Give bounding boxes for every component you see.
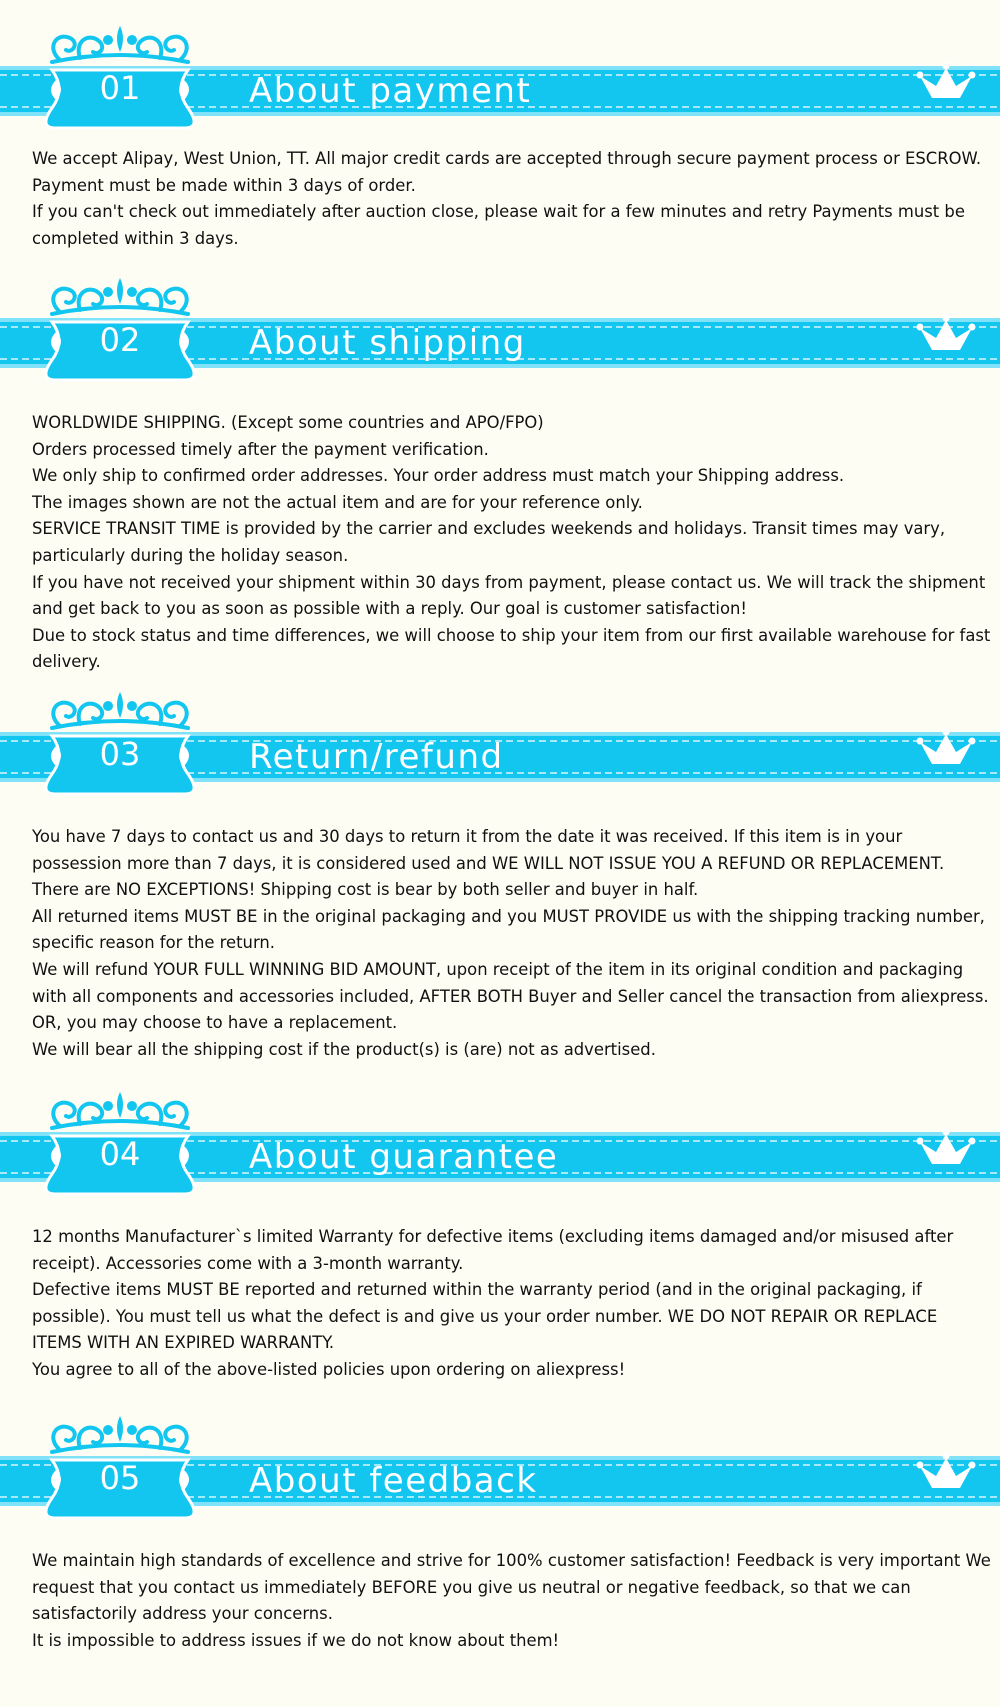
section-body	[32, 146, 992, 252]
paragraph: 12 months Manufacturer`s limited Warranty for defective items (excluding items damaged and/or misused after receipt). Accessories come with a 3-month warranty.	[32, 1227, 954, 1273]
paragraph: We maintain high standards of excellence and strive for 100% customer satisfaction! Feedback is very important We request that you contact us immediately BEFORE you give us neutral or negative feedback, so that we can satisfactorily address your concerns.	[32, 1551, 991, 1624]
section-number: 01	[99, 69, 141, 107]
section-title: About payment	[249, 71, 532, 111]
ornament-swirl-icon	[52, 26, 188, 62]
paragraph: Orders processed timely after the payment verification.	[32, 439, 489, 459]
ornament-swirl-icon	[52, 692, 188, 728]
paragraph: We only ship to confirmed order addresses. Your order address must match your Shipping address.	[32, 466, 845, 486]
paragraph: Defective items MUST BE reported and returned within the warranty period (and in the original packaging, if possible). You must tell us what the defect is and give us your order number. WE DO NOT REPAIR OR REPLACE ITEMS WITH AN EXPIRED WARRANTY.	[32, 1280, 938, 1353]
section-number: 04	[99, 1135, 141, 1173]
paragraph: We will refund YOUR FULL WINNING BID AMOUNT, upon receipt of the item in its original condition and packaging with all components and accessories included, AFTER BOTH Buyer and Seller cancel the transaction from aliexpress. OR, you may choose to have a replacement.	[32, 959, 989, 1033]
paragraph: Due to stock status and time differences, we will choose to ship your item from our first available warehouse for fast delivery.	[32, 625, 991, 672]
paragraph: We accept Alipay, West Union, TT. All major credit cards are accepted through secure payment process or ESCROW.	[32, 149, 982, 168]
section-body	[32, 1548, 992, 1654]
paragraph: If you have not received your shipment within 30 days from payment, please contact us. We will track the shipment and get back to you as soon as possible with a reply. Our goal is customer satisfaction!	[32, 572, 986, 619]
paragraph: It is impossible to address issues if we do not know about them!	[32, 1630, 560, 1650]
section-number: 02	[99, 321, 141, 359]
ornament-swirl-icon	[52, 278, 188, 314]
section-title: Return/refund	[249, 737, 504, 777]
paragraph: You have 7 days to contact us and 30 days to return it from the date it was received. If this item is in your possession more than 7 days, it is considered used and WE WILL NOT ISSUE YOU A REFUND OR REPLACEMENT. There are NO EXCEPTIONS! Shipping cost is bear by both seller and buyer in half.	[32, 827, 945, 900]
paragraph: You agree to all of the above-listed policies upon ordering on aliexpress!	[32, 1359, 626, 1379]
section-title: About guarantee	[249, 1137, 559, 1177]
paragraph: Payment must be made within 3 days of order.	[32, 175, 416, 195]
section-body	[32, 1224, 992, 1384]
paragraph: WORLDWIDE SHIPPING. (Except some countries and APO/FPO)	[32, 413, 544, 432]
section-number: 03	[99, 735, 141, 773]
section-body	[32, 410, 992, 676]
paragraph: SERVICE TRANSIT TIME is provided by the carrier and excludes weekends and holidays. Transit times may vary, particularly during the holiday season.	[32, 519, 946, 565]
section-body	[32, 824, 992, 1063]
section-number: 05	[99, 1459, 141, 1497]
section-title: About shipping	[249, 323, 526, 363]
paragraph: If you can't check out immediately after auction close, please wait for a few minutes and retry Payments must be completed within 3 days.	[32, 202, 965, 248]
paragraph: We will bear all the shipping cost if the product(s) is (are) not as advertised.	[32, 1039, 656, 1059]
section-title: About feedback	[249, 1461, 538, 1501]
paragraph: The images shown are not the actual item and are for your reference only.	[32, 492, 643, 512]
ornament-swirl-icon	[52, 1416, 188, 1452]
ornament-swirl-icon	[52, 1092, 188, 1128]
paragraph: All returned items MUST BE in the original packaging and you MUST PROVIDE us with the shipping tracking number, specific reason for the return.	[32, 906, 985, 953]
